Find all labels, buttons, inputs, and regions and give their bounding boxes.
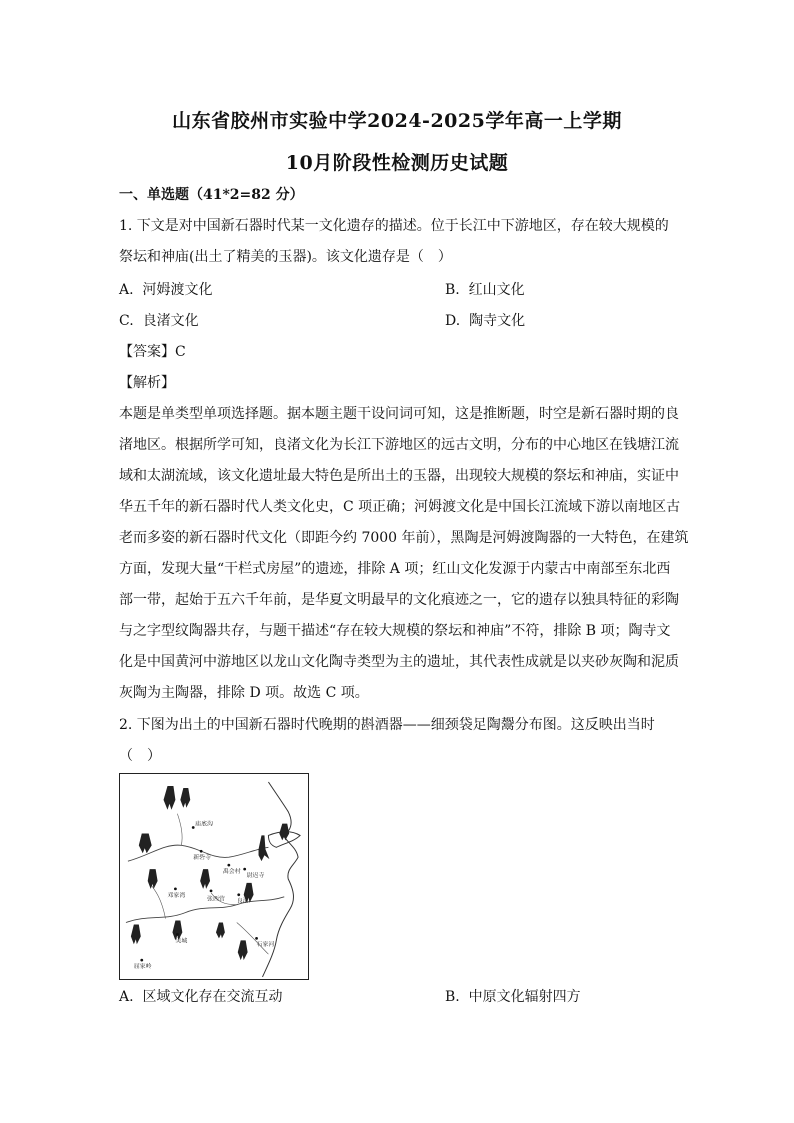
q1-answer: 【答案】C (119, 344, 186, 360)
map-label: 良渚 (236, 897, 249, 905)
exam-title-line1: 山东省胶州市实验中学2024-2025学年高一上学期 (172, 110, 622, 132)
q2-option-a (119, 988, 282, 1006)
map-label: 尉迟寺 (246, 871, 265, 879)
pottery-gui-icon (148, 869, 158, 889)
option-text: 区域文化存在交流互动 (142, 989, 283, 1005)
pottery-gui-icon (279, 824, 289, 841)
pottery-distribution-map (119, 773, 309, 980)
q1-analysis-line: 老而多姿的新石器时代文化（即距今约 7000 年前），黑陶是河姆渡陶器的一大特色，在建筑 (119, 530, 689, 546)
q1-analysis-line: 渚地区。根据所学可知，良渚文化为长江下游地区的远古文明，分布的中心地区在钱塘江流 (119, 437, 679, 453)
map-drawing (120, 774, 308, 979)
q1-analysis-line: 灰陶为主陶器，排除 D 项。故选 C 项。 (119, 685, 369, 701)
section-heading: 一、单选题（41*2=82 分） (119, 187, 304, 203)
option-text: 陶寺文化 (469, 313, 526, 329)
q2-option-b (445, 988, 581, 1006)
pottery-gui-icon (131, 924, 141, 944)
pottery-gui-icon (238, 940, 248, 960)
q1-analysis-line: 域和太湖流域，该文化遗址最大特色是所出土的玉器，出现较大规模的祭坛和神庙，实证中 (119, 468, 679, 484)
pottery-gui-icon (216, 923, 225, 939)
map-label: 吴城 (175, 937, 188, 945)
map-label: 屈家岭 (133, 963, 152, 971)
q1-option-a (119, 281, 212, 299)
q1-analysis-heading: 【解析】 (119, 375, 175, 391)
q1-stem-line2: 祭坛和神庙(出土了精美的玉器)。该文化遗存是（ ） (119, 249, 452, 265)
option-label: B. (445, 282, 460, 298)
site-dots (140, 826, 258, 961)
q1-analysis-line: 化是中国黄河中游地区以龙山文化陶寺类型为主的遗址，其代表性成就是以夹砂灰陶和泥质 (119, 654, 679, 670)
q1-option-c (119, 312, 199, 330)
option-text: 中原文化辐射四方 (468, 989, 581, 1005)
q1-analysis-line: 方面，发现大量“干栏式房屋”的遗迹，排除 A 项；红山文化发源于内蒙古中南部至东北西 (119, 561, 671, 577)
option-label: D. (445, 313, 461, 329)
q1-analysis-line: 与之字型纹陶器共存，与题干描述“存在较大规模的祭坛和神庙”不符，排除 B 项；陶寺文 (119, 623, 671, 639)
option-label: B. (445, 989, 460, 1005)
map-label: 邓家湾 (167, 891, 186, 899)
map-label: 庙底沟 (195, 820, 213, 828)
q1-analysis-line: 本题是单类型单项选择题。据本题主题干设问词可知，这是推断题，时空是新石器时期的良 (119, 406, 679, 422)
q1-analysis-line: 部一带，起始于五六千年前，是华夏文明最早的文化痕迹之一，它的遗存以独具特征的彩陶 (119, 592, 679, 608)
yangtze-river (126, 897, 284, 923)
option-text: 河姆渡文化 (142, 282, 213, 298)
map-label: 张西营 (207, 895, 225, 903)
pottery-gui-icon (200, 869, 210, 889)
q2-stem-line2: （ ） (119, 748, 161, 764)
pottery-gui-icon (164, 786, 191, 810)
option-label: A. (119, 989, 134, 1005)
pottery-gui-icon (139, 833, 152, 853)
q1-option-b (445, 281, 525, 299)
q1-stem-line1: 1. 下文是对中国新石器时代某一文化遗存的描述。位于长江中下游地区，存在较大规模的 (119, 218, 669, 234)
option-text: 良渚文化 (142, 313, 199, 329)
option-text: 红山文化 (468, 282, 525, 298)
q1-option-d (445, 312, 525, 330)
exam-title-line2: 10月阶段性检测历史试题 (285, 152, 509, 174)
pottery-gui-icon (259, 835, 270, 861)
q2-stem-line1: 2. 下图为出土的中国新石器时代晚期的斟酒器——细颈袋足陶鬶分布图。这反映出当时 (119, 717, 655, 733)
q1-analysis-line: 华五千年的新石器时代人类文化史，C 项正确；河姆渡文化是中国长江流域下游以南地区古 (119, 499, 681, 515)
option-label: A. (119, 282, 134, 298)
map-label: 禹会村 (222, 868, 241, 876)
map-label: 石家河 (256, 941, 275, 949)
map-label: 新砦寺 (193, 854, 211, 862)
option-label: C. (119, 313, 134, 329)
